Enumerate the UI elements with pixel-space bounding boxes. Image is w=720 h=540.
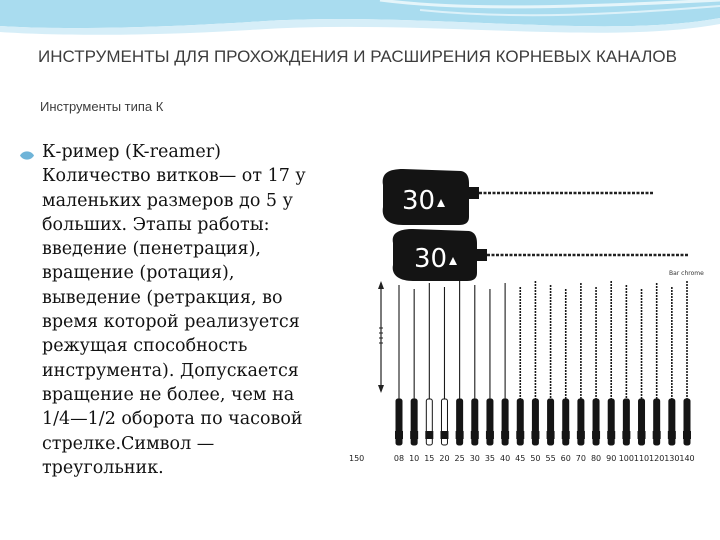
size-label: 35 (484, 454, 496, 463)
body-line: режущая способность (42, 336, 248, 357)
file-instrument (456, 281, 464, 445)
size-label: 120 (649, 454, 665, 463)
size-label: 10 (409, 454, 420, 463)
body-line: вращение (ротация), (42, 263, 235, 284)
body-text (42, 140, 387, 480)
file-instrument (516, 287, 524, 445)
body-line: больших. Этапы работы: (42, 214, 270, 235)
body-line: маленьких размеров до 5 у (42, 190, 293, 211)
file-instrument (607, 281, 615, 445)
size-label: 80 (590, 454, 602, 463)
size-label: 100 (618, 454, 635, 463)
file-instrument (501, 283, 509, 445)
body-line: инструмента). Допускается (42, 360, 299, 381)
file-instrument (410, 289, 418, 445)
size-label: 130 (664, 454, 680, 463)
size-label: 140 (679, 454, 695, 463)
body-line: К-ример (K-reamer) (42, 142, 221, 162)
file-instrument (531, 281, 539, 445)
size-label: 110 (633, 454, 650, 463)
size-label: 30 (469, 454, 480, 463)
body-line: треугольник. (42, 457, 164, 478)
size-label: 60 (560, 454, 571, 463)
file-instrument (471, 285, 479, 445)
instruments-drawing (343, 163, 708, 468)
file-instrument (562, 289, 570, 445)
body-line: введение (пенетрация), (42, 239, 261, 260)
file-instrument (486, 289, 494, 445)
size-label: 15 (424, 454, 435, 463)
file-instrument (440, 287, 448, 445)
size-label: 40 (500, 454, 511, 463)
file-instrument (577, 283, 585, 445)
k-reamer-illustration (343, 163, 708, 468)
file-instrument (425, 283, 433, 445)
file-instrument (395, 285, 403, 445)
size-label: 70 (575, 454, 586, 463)
file-instrument (668, 287, 676, 445)
size-label: 90 (606, 454, 617, 463)
body-line: 1/4—1/2 оборота по часовой (42, 409, 303, 430)
body-line: выведение (ретракция, во (42, 287, 283, 308)
bullet-icon (20, 150, 34, 161)
body-line: Количество витков— от 17 у (42, 166, 306, 187)
size-label: 08 (393, 454, 405, 463)
file-instrument (622, 285, 630, 445)
body-line: стрелке.Символ — (42, 433, 215, 454)
length-ruler (378, 281, 384, 393)
size-label: 45 (515, 454, 526, 463)
file-instrument (638, 289, 646, 445)
size-label: 25 (454, 454, 465, 463)
size-label: 150 (349, 454, 365, 463)
body-line: вращение не более, чем на (42, 384, 295, 405)
file-instrument (592, 287, 600, 445)
files-row (395, 281, 691, 445)
size-label: 55 (545, 454, 556, 463)
file-instrument (547, 285, 555, 445)
body-line: время которой реализуется (42, 312, 300, 333)
slide-subtitle: Инструменты типа К (40, 99, 164, 114)
handle-size-label: 30 (402, 186, 436, 216)
slide-title: ИНСТРУМЕНТЫ ДЛЯ ПРОХОЖДЕНИЯ И РАСШИРЕНИЯ КОРНЕВЫХ КАНАЛОВ (38, 47, 677, 66)
file-instrument (683, 281, 691, 445)
file-instrument (653, 283, 661, 445)
size-labels-row (349, 454, 695, 463)
small-label: Bar chrome (669, 270, 704, 277)
handle-size-label: 30 (414, 244, 448, 274)
reamer-handle-top (383, 169, 653, 225)
size-label: 50 (530, 454, 541, 463)
size-label: 20 (439, 454, 450, 463)
reamer-handle-bottom (393, 229, 688, 281)
